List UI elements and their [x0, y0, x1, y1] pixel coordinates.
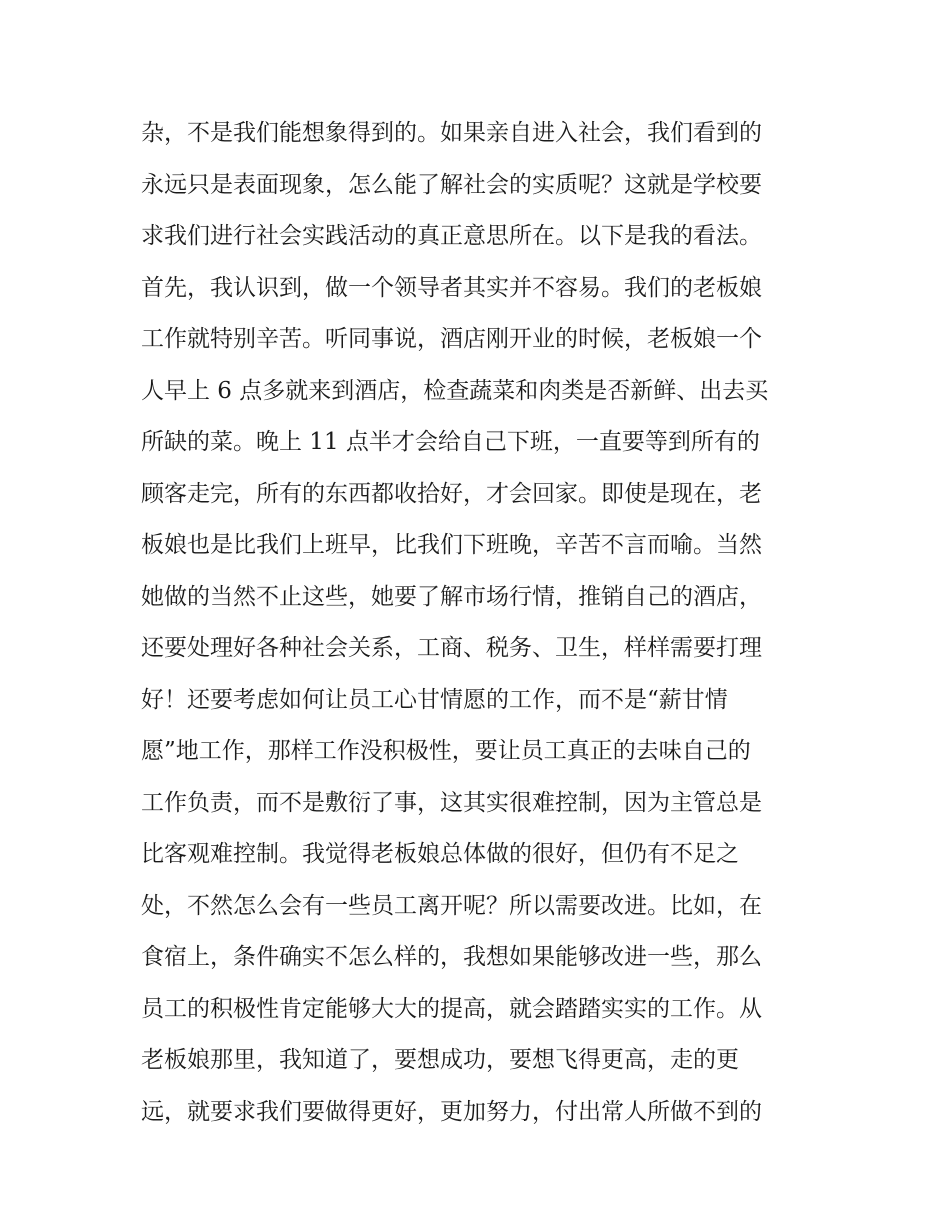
- text-line-12: 好！还要考虑如何让员工心甘情愿的工作，而不是“薪甘情: [141, 686, 728, 713]
- text-line-2: 永远只是表面现象，怎么能了解社会的实质呢？这就是学校要: [141, 171, 762, 198]
- text-line-11: 还要处理好各种社会关系，工商、税务、卫生，样样需要打理: [141, 635, 762, 661]
- text-line-6: 人早上 6 点多就来到酒店，检查蔬菜和肉类是否新鲜、出去买: [141, 377, 769, 404]
- text-line-1: 杂，不是我们能想象得到的。如果亲自进入社会，我们看到的: [141, 120, 762, 146]
- text-line-10: 她做的当然不止这些，她要了解市场行情，推销自己的酒店，: [141, 583, 762, 610]
- text-line-17: 食宿上，条件确实不怎么样的，我想如果能够改进一些，那么: [141, 944, 762, 970]
- text-line-5: 工作就特别辛苦。听同事说，酒店刚开业的时候，老板娘一个: [141, 326, 762, 352]
- text-line-8: 顾客走完，所有的东西都收拾好，才会回家。即使是现在，老: [141, 480, 762, 507]
- text-line-7: 所缺的菜。晚上 11 点半才会给自己下班，一直要等到所有的: [141, 429, 760, 455]
- text-line-15: 比客观难控制。我觉得老板娘总体做的很好，但仍有不足之: [141, 841, 739, 867]
- text-line-20: 远，就要求我们要做得更好，更加努力，付出常人所做不到的: [141, 1098, 762, 1125]
- text-line-16: 处，不然怎么会有一些员工离开呢？所以需要改进。比如，在: [141, 892, 762, 919]
- text-line-13: 愿”地工作，那样工作没积极性，要让员工真正的去味自己的: [141, 738, 751, 764]
- text-line-9: 板娘也是比我们上班早，比我们下班晚，辛苦不言而喻。当然: [141, 532, 762, 558]
- text-line-3: 求我们进行社会实践活动的真正意思所在。以下是我的看法。: [141, 223, 762, 249]
- text-line-14: 工作负责，而不是敷衍了事，这其实很难控制，因为主管总是: [141, 789, 762, 816]
- text-line-4: 首先，我认识到，做一个领导者其实并不容易。我们的老板娘: [141, 274, 762, 301]
- body-text: [141, 108, 813, 1138]
- text-line-18: 员工的积极性肯定能够大大的提高，就会踏踏实实的工作。从: [141, 995, 762, 1022]
- text-line-19: 老板娘那里，我知道了，要想成功，要想飞得更高，走的更: [141, 1047, 739, 1073]
